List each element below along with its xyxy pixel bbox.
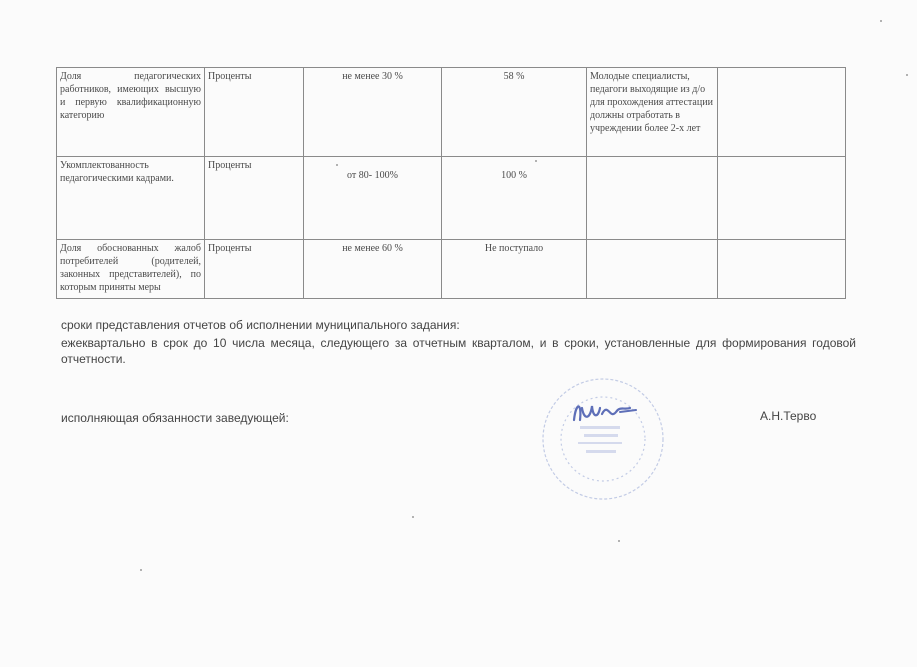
target-cell xyxy=(304,157,442,240)
source-cell xyxy=(718,68,846,157)
target-text: от 80- 100% xyxy=(347,170,398,181)
target-cell xyxy=(304,240,442,299)
target-text: не менее 30 % xyxy=(342,71,403,82)
unit-cell xyxy=(205,157,304,240)
unit-text: Проценты xyxy=(208,243,252,254)
unit-text: Проценты xyxy=(208,71,252,82)
source-cell xyxy=(718,240,846,299)
indicator-cell xyxy=(57,68,205,157)
signatory-name: А.Н.Терво xyxy=(760,409,817,423)
table-row xyxy=(57,240,846,299)
unit-text: Проценты xyxy=(208,160,252,171)
signature-scribble xyxy=(574,406,630,420)
unit-cell xyxy=(205,68,304,157)
actual-cell xyxy=(442,157,587,240)
actual-cell xyxy=(442,240,587,299)
official-stamp-with-signature xyxy=(538,374,668,504)
actual-text: 58 % xyxy=(503,71,525,82)
reason-cell xyxy=(587,240,718,299)
table-row xyxy=(57,68,846,157)
unit-cell xyxy=(205,240,304,299)
table-row xyxy=(57,157,846,240)
actual-cell xyxy=(442,68,587,157)
target-text: не менее 60 % xyxy=(342,243,403,254)
actual-text: Не поступало xyxy=(484,243,544,254)
signatory-position: исполняющая обязанности заведующей: xyxy=(61,411,289,425)
indicator-cell xyxy=(57,240,205,299)
reason-cell xyxy=(587,157,718,240)
indicator-cell xyxy=(57,157,205,240)
reporting-deadline-text: ежеквартально в срок до 10 числа месяца, следующего за отчетным кварталом, и в сроки, установленные для формирования годовой отчетности. xyxy=(61,336,856,366)
actual-text: 100 % xyxy=(501,170,527,181)
reporting-deadline-label: сроки представления отчетов об исполнении муниципального задания: xyxy=(61,318,460,332)
indicator-text: Укомплектованность педагогическими кадрами. xyxy=(60,160,174,184)
indicator-text: Доля педагогических работников, имеющих высшую и первую квалификационную категорию xyxy=(60,71,201,121)
target-cell xyxy=(304,68,442,157)
indicators-table xyxy=(56,67,846,299)
reason-cell xyxy=(587,68,718,157)
indicator-text: Доля обоснованных жалоб потребителей (родителей, законных представителей), по которым приняты меры xyxy=(60,243,201,293)
source-cell xyxy=(718,157,846,240)
reason-text: Молодые специалисты, педагоги выходящие из д/о для прохождения аттестации должны отработать в учреждении более 2-х лет xyxy=(590,71,713,134)
